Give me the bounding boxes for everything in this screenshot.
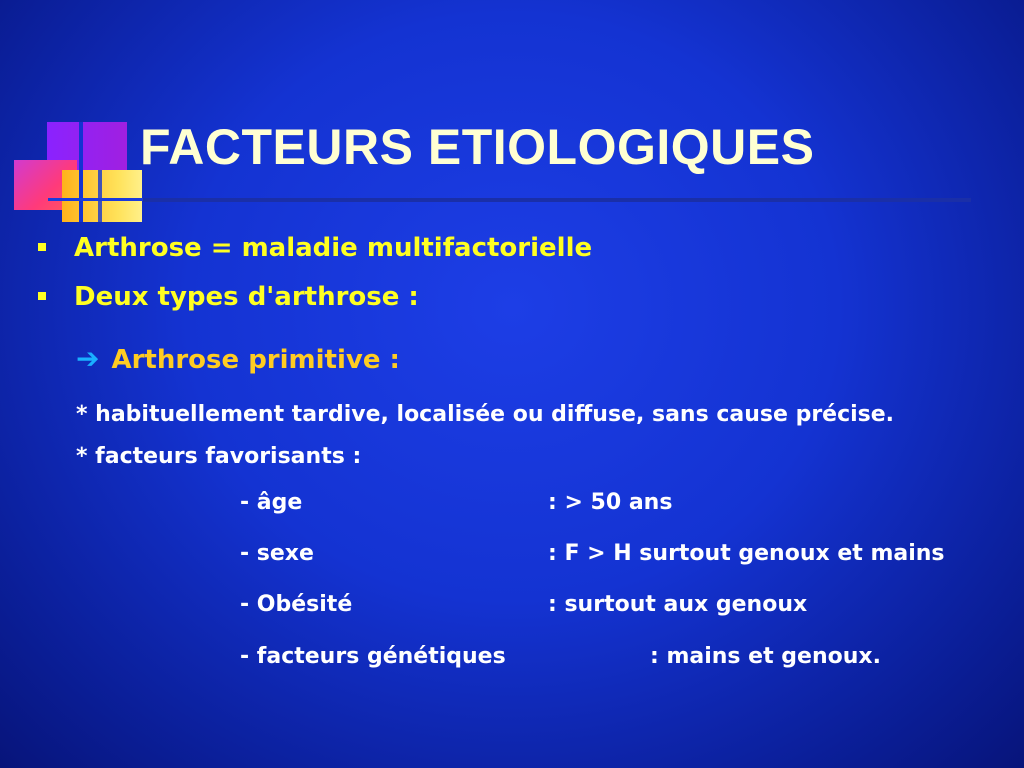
factor-value: : mains et genoux. [650,644,881,669]
bullet-text: Deux types d'arthrose : [74,282,419,312]
body-line: * habituellement tardive, localisée ou diffuse, sans cause précise. [76,402,895,427]
slide-title: FACTEURS ETIOLOGIQUES [140,119,815,175]
bullet-item [38,233,592,263]
bullet-text: Arthrose = maladie multifactorielle [74,233,593,263]
square-divider [79,122,83,222]
factor-value: : F > H surtout genoux et mains [548,541,945,566]
factor-label: - Obésité [240,592,353,617]
subheading [76,342,400,375]
factor-label: - âge [240,490,303,515]
body-line: * facteurs favorisants : [76,444,362,469]
right-arrow-icon: ➔ [76,342,100,375]
square-bullet-icon [38,292,46,300]
title-underline [143,198,971,202]
square-divider [98,170,102,222]
factor-label: - sexe [240,541,314,566]
factor-value: : > 50 ans [548,490,673,515]
subheading-text: Arthrose primitive : [111,345,400,375]
factor-label: - facteurs génétiques [240,644,506,669]
square-divider [48,198,143,201]
square-bullet-icon [38,243,46,251]
bullet-item [38,282,419,312]
factor-value: : surtout aux genoux [548,592,808,617]
orange-square [62,170,142,222]
